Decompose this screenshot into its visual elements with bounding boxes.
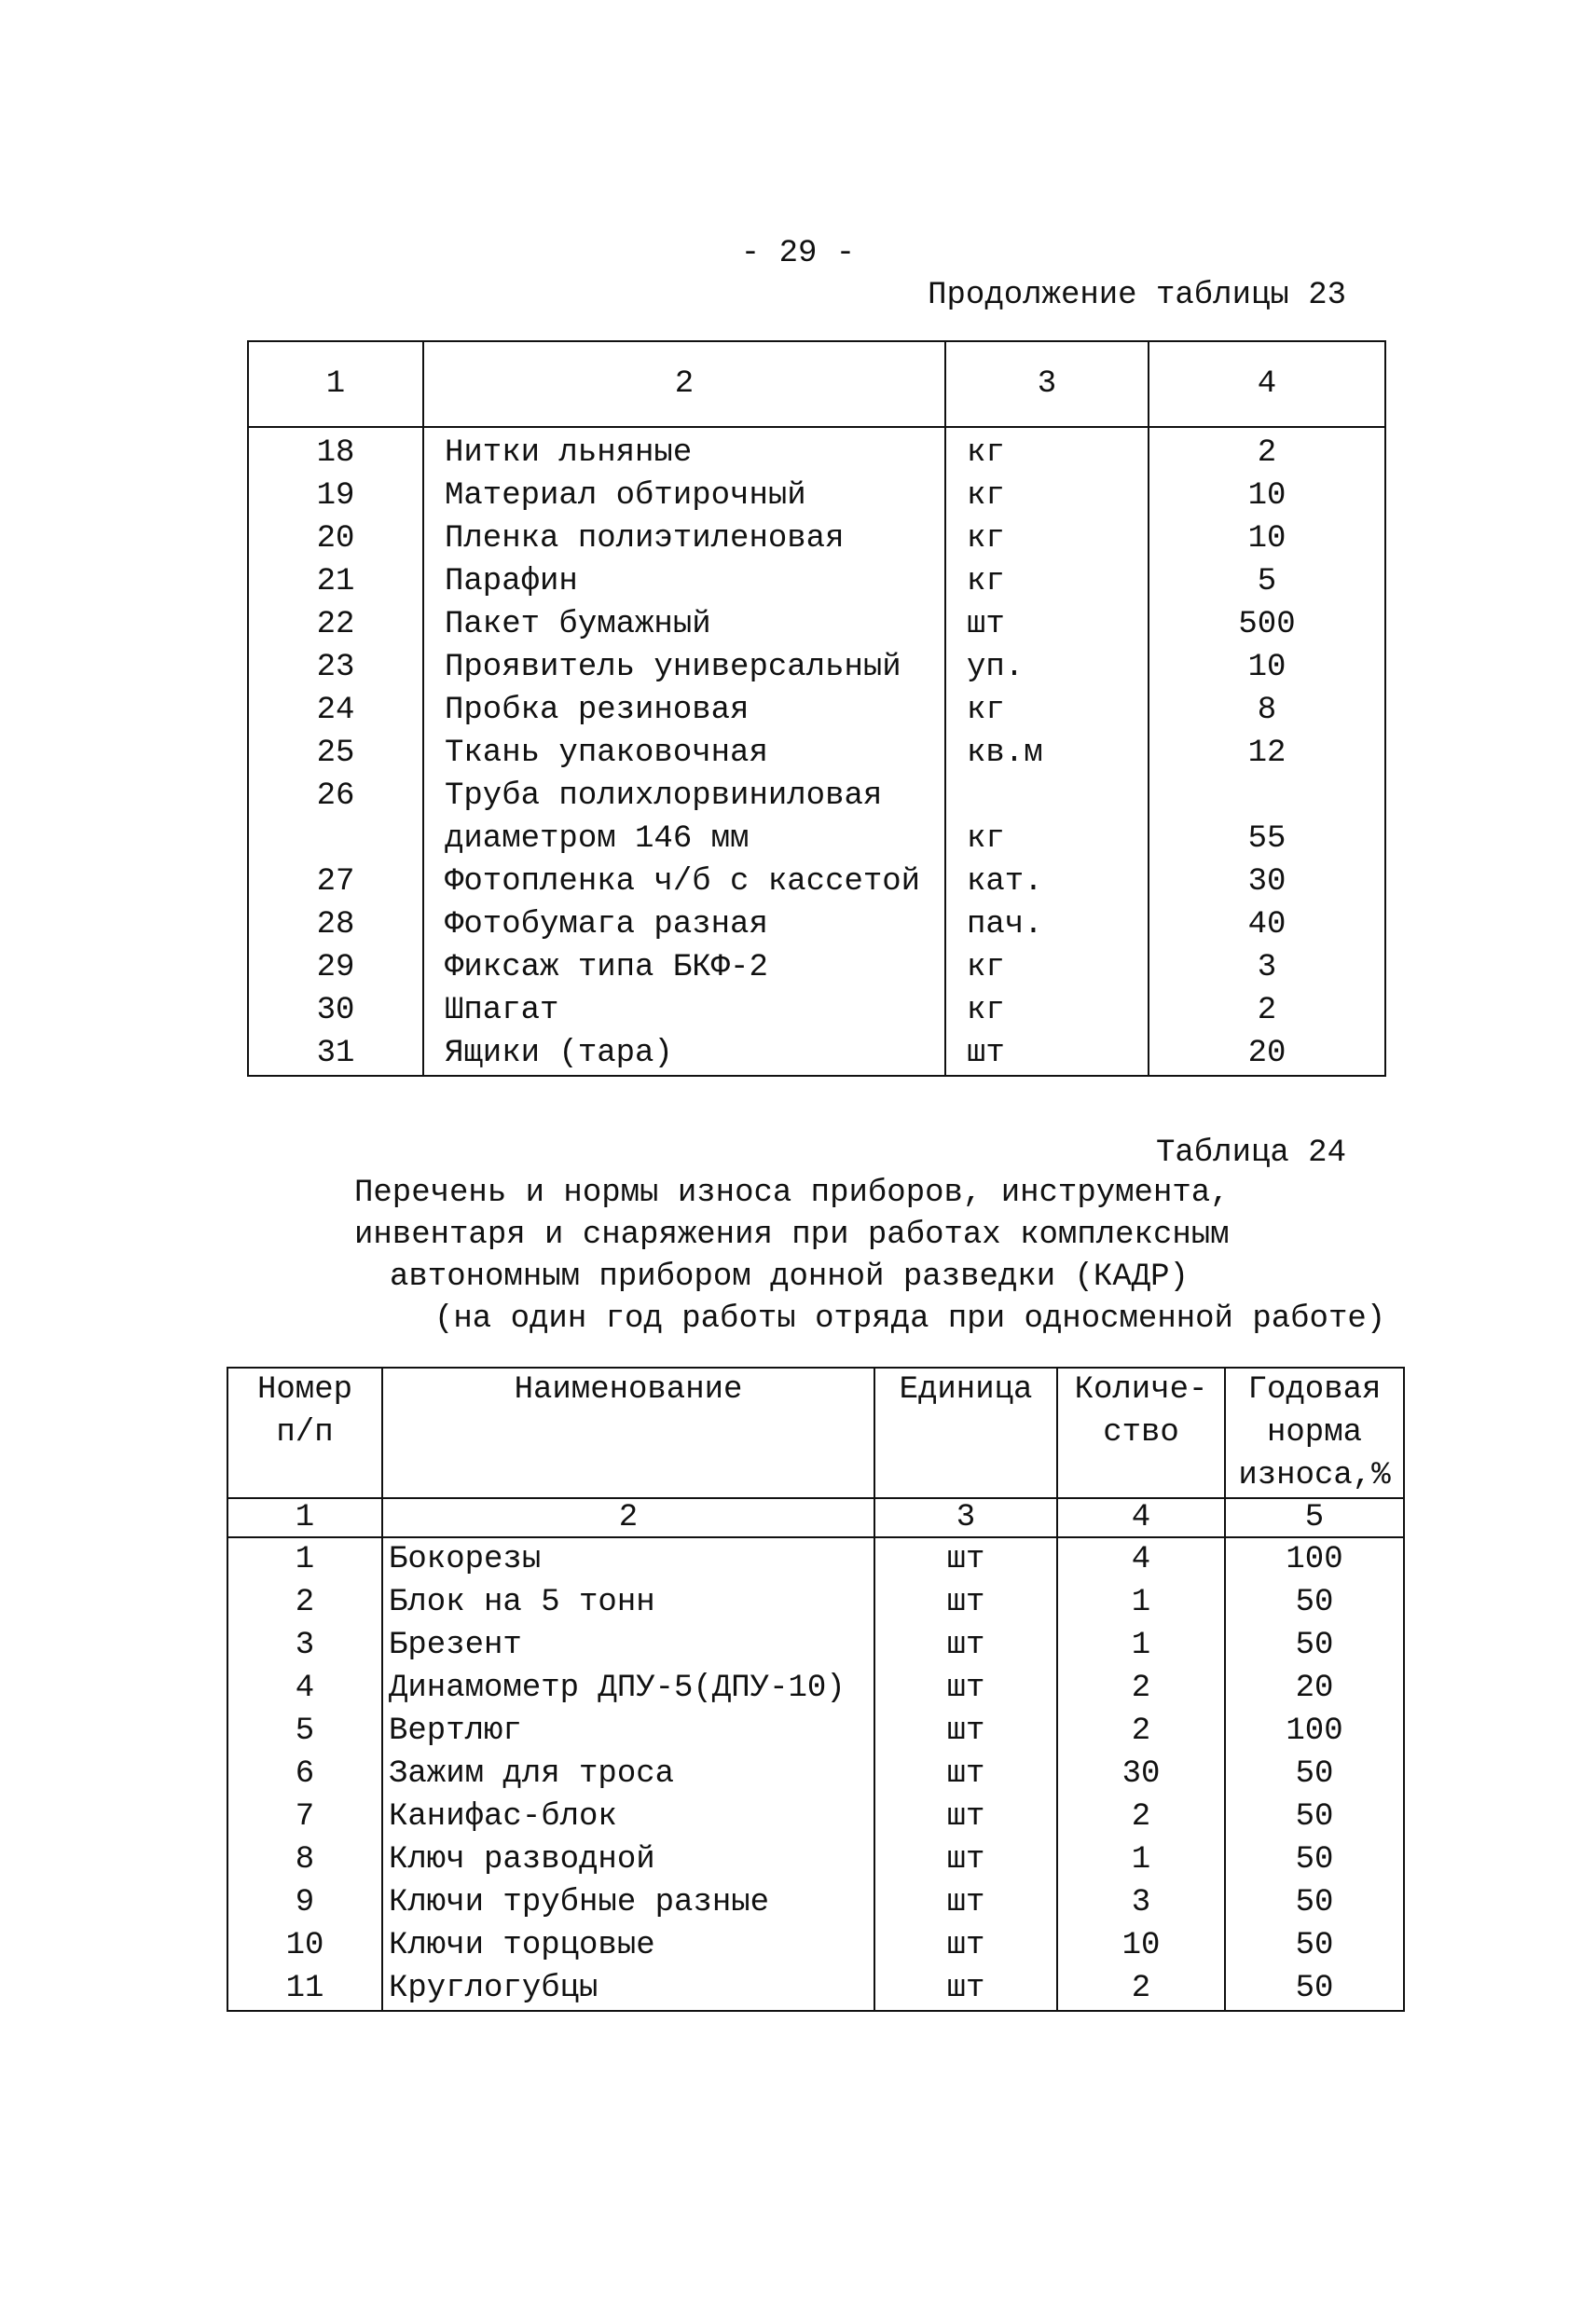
table-cell: 30: [248, 989, 423, 1032]
table-cell: 55: [1149, 818, 1385, 860]
table-row: [227, 1581, 1404, 1624]
table-cell: Ткань упаковочная: [423, 732, 945, 775]
table-cell: диаметром 146 мм: [423, 818, 945, 860]
table-cell: Вертлюг: [382, 1710, 874, 1753]
table-cell: 18: [248, 427, 423, 475]
table-cell: Блок на 5 тонн: [382, 1581, 874, 1624]
table-cell: Пакет бумажный: [423, 603, 945, 646]
header-number: Номер п/п: [227, 1368, 382, 1498]
table-row: [248, 775, 1385, 818]
table-cell: 9: [227, 1881, 382, 1924]
table-cell: 21: [248, 560, 423, 603]
table-cell: 50: [1225, 1624, 1404, 1667]
table-cell: 2: [1057, 1710, 1225, 1753]
table-cell: 3: [227, 1624, 382, 1667]
table-cell: шт: [874, 1924, 1057, 1967]
table-cell: шт: [874, 1710, 1057, 1753]
table-cell: кв.м: [945, 732, 1149, 775]
table-cell: кг: [945, 818, 1149, 860]
table-cell: кг: [945, 475, 1149, 517]
table-cell: 2: [1149, 989, 1385, 1032]
column-number-header: 1: [248, 341, 423, 427]
table-cell: 10: [227, 1924, 382, 1967]
table-row: [248, 603, 1385, 646]
table-cell: 8: [1149, 689, 1385, 732]
table-row: [227, 1710, 1404, 1753]
table23-caption: Продолжение таблицы 23: [928, 278, 1346, 313]
table-cell: 2: [1057, 1667, 1225, 1710]
column-number: 3: [874, 1498, 1057, 1537]
table-row: [227, 1667, 1404, 1710]
table-cell: Парафин: [423, 560, 945, 603]
table-row: [227, 1796, 1404, 1838]
table-row: [227, 1753, 1404, 1796]
table-cell: 500: [1149, 603, 1385, 646]
column-numbers-row: [227, 1498, 1404, 1537]
table-row: [227, 1967, 1404, 2011]
table-cell: 1: [1057, 1838, 1225, 1881]
table-cell: шт: [874, 1838, 1057, 1881]
table-cell: [945, 775, 1149, 818]
table-cell: Шпагат: [423, 989, 945, 1032]
table-cell: 10: [1149, 646, 1385, 689]
table-cell: 4: [1057, 1537, 1225, 1581]
table-row: [248, 946, 1385, 989]
table-cell: 50: [1225, 1753, 1404, 1796]
table-cell: шт: [874, 1753, 1057, 1796]
table-cell: Динамометр ДПУ-5(ДПУ-10): [382, 1667, 874, 1710]
table-cell: пач.: [945, 903, 1149, 946]
table-cell: Ящики (тара): [423, 1032, 945, 1076]
table-cell: 2: [1149, 427, 1385, 475]
table-cell: кг: [945, 689, 1149, 732]
table-row: [248, 517, 1385, 560]
table-cell: 3: [1149, 946, 1385, 989]
table-24: [227, 1367, 1405, 2012]
table-row: [227, 1881, 1404, 1924]
table-cell: Зажим для троса: [382, 1753, 874, 1796]
table-cell: шт: [945, 1032, 1149, 1076]
table-cell: кг: [945, 946, 1149, 989]
title-line: автономным прибором донной разведки (КАДР): [390, 1259, 1189, 1295]
table-cell: кг: [945, 427, 1149, 475]
table-cell: 2: [1057, 1796, 1225, 1838]
table-cell: 50: [1225, 1838, 1404, 1881]
column-number-header: 2: [423, 341, 945, 427]
table-cell: Фотобумага разная: [423, 903, 945, 946]
table-cell: 4: [227, 1667, 382, 1710]
table-row: [248, 818, 1385, 860]
title-line: инвентаря и снаряжения при работах комплексным: [354, 1218, 1230, 1253]
table-cell: шт: [874, 1537, 1057, 1581]
table-cell: шт: [874, 1667, 1057, 1710]
column-number: 1: [227, 1498, 382, 1537]
table-cell: шт: [874, 1581, 1057, 1624]
column-number-header: 3: [945, 341, 1149, 427]
column-number-header: 4: [1149, 341, 1385, 427]
table23-body: [248, 427, 1385, 1076]
table-header-row: [227, 1368, 1404, 1498]
table-cell: кг: [945, 517, 1149, 560]
table-row: [248, 689, 1385, 732]
table-cell: 23: [248, 646, 423, 689]
table-cell: 20: [248, 517, 423, 560]
column-number: 2: [382, 1498, 874, 1537]
table-cell: шт: [874, 1881, 1057, 1924]
table-cell: 2: [1057, 1967, 1225, 2011]
table-row: [248, 475, 1385, 517]
table-row: [248, 732, 1385, 775]
table-row: [227, 1838, 1404, 1881]
page-number: - 29 -: [740, 236, 856, 271]
table24-label: Таблица 24: [1155, 1135, 1346, 1171]
table-cell: 1: [1057, 1624, 1225, 1667]
table-cell: 5: [227, 1710, 382, 1753]
table-cell: уп.: [945, 646, 1149, 689]
table-cell: 50: [1225, 1967, 1404, 2011]
table-cell: кат.: [945, 860, 1149, 903]
table-cell: 7: [227, 1796, 382, 1838]
table-cell: 100: [1225, 1710, 1404, 1753]
title-line: (на один год работы отряда при односменной работе): [434, 1301, 1386, 1337]
table-row: [248, 989, 1385, 1032]
table-cell: 10: [1057, 1924, 1225, 1967]
table-cell: 40: [1149, 903, 1385, 946]
table-cell: Фотопленка ч/б с кассетой: [423, 860, 945, 903]
table-cell: Канифас-блок: [382, 1796, 874, 1838]
table-cell: Бокорезы: [382, 1537, 874, 1581]
table-cell: 8: [227, 1838, 382, 1881]
table-row: [227, 1924, 1404, 1967]
table-cell: 50: [1225, 1924, 1404, 1967]
table-header-row: [248, 341, 1385, 427]
table-cell: 1: [227, 1537, 382, 1581]
table-cell: Ключи торцовые: [382, 1924, 874, 1967]
table-cell: 50: [1225, 1581, 1404, 1624]
table-cell: шт: [874, 1796, 1057, 1838]
table-cell: 100: [1225, 1537, 1404, 1581]
table-cell: 20: [1149, 1032, 1385, 1076]
table-cell: Пленка полиэтиленовая: [423, 517, 945, 560]
table-cell: шт: [945, 603, 1149, 646]
table-cell: 1: [1057, 1581, 1225, 1624]
table-cell: 25: [248, 732, 423, 775]
table-cell: Пробка резиновая: [423, 689, 945, 732]
table-cell: [1149, 775, 1385, 818]
table-cell: 27: [248, 860, 423, 903]
header-unit: Единица: [874, 1368, 1057, 1498]
table-cell: 2: [227, 1581, 382, 1624]
table-cell: Круглогубцы: [382, 1967, 874, 2011]
table-cell: кг: [945, 560, 1149, 603]
table-cell: 50: [1225, 1881, 1404, 1924]
table24-title: [0, 1173, 1596, 1341]
table-cell: 19: [248, 475, 423, 517]
table-cell: 3: [1057, 1881, 1225, 1924]
table-cell: Проявитель универсальный: [423, 646, 945, 689]
table-row: [227, 1537, 1404, 1581]
table-row: [248, 427, 1385, 475]
header-quantity: Количе- ство: [1057, 1368, 1225, 1498]
table-cell: 20: [1225, 1667, 1404, 1710]
table-row: [248, 560, 1385, 603]
table-cell: Ключ разводной: [382, 1838, 874, 1881]
table-cell: Ключи трубные разные: [382, 1881, 874, 1924]
table-cell: 29: [248, 946, 423, 989]
table-23: [247, 340, 1386, 1077]
table-row: [248, 1032, 1385, 1076]
table-row: [248, 860, 1385, 903]
table-cell: 10: [1149, 517, 1385, 560]
table-cell: 24: [248, 689, 423, 732]
column-number: 5: [1225, 1498, 1404, 1537]
table-cell: 6: [227, 1753, 382, 1796]
table-cell: 5: [1149, 560, 1385, 603]
column-number: 4: [1057, 1498, 1225, 1537]
table-cell: шт: [874, 1624, 1057, 1667]
table-cell: шт: [874, 1967, 1057, 2011]
header-name: Наименование: [382, 1368, 874, 1498]
table24-body: [227, 1537, 1404, 2011]
table-row: [227, 1624, 1404, 1667]
header-wear-norm: Годовая норма износа,%: [1225, 1368, 1404, 1498]
table-row: [248, 903, 1385, 946]
table-cell: 11: [227, 1967, 382, 2011]
table-cell: Фиксаж типа БКФ-2: [423, 946, 945, 989]
table-cell: 26: [248, 775, 423, 818]
table-cell: Труба полихлорвиниловая: [423, 775, 945, 818]
table-cell: 10: [1149, 475, 1385, 517]
table-cell: Нитки льняные: [423, 427, 945, 475]
table-cell: 30: [1149, 860, 1385, 903]
table-cell: 30: [1057, 1753, 1225, 1796]
table-cell: [248, 818, 423, 860]
title-line: Перечень и нормы износа приборов, инструмента,: [354, 1176, 1230, 1211]
table-cell: кг: [945, 989, 1149, 1032]
table-cell: Материал обтирочный: [423, 475, 945, 517]
table-cell: 50: [1225, 1796, 1404, 1838]
table-cell: 31: [248, 1032, 423, 1076]
table-cell: 28: [248, 903, 423, 946]
table-row: [248, 646, 1385, 689]
table-cell: 12: [1149, 732, 1385, 775]
table-cell: 22: [248, 603, 423, 646]
table-cell: Брезент: [382, 1624, 874, 1667]
